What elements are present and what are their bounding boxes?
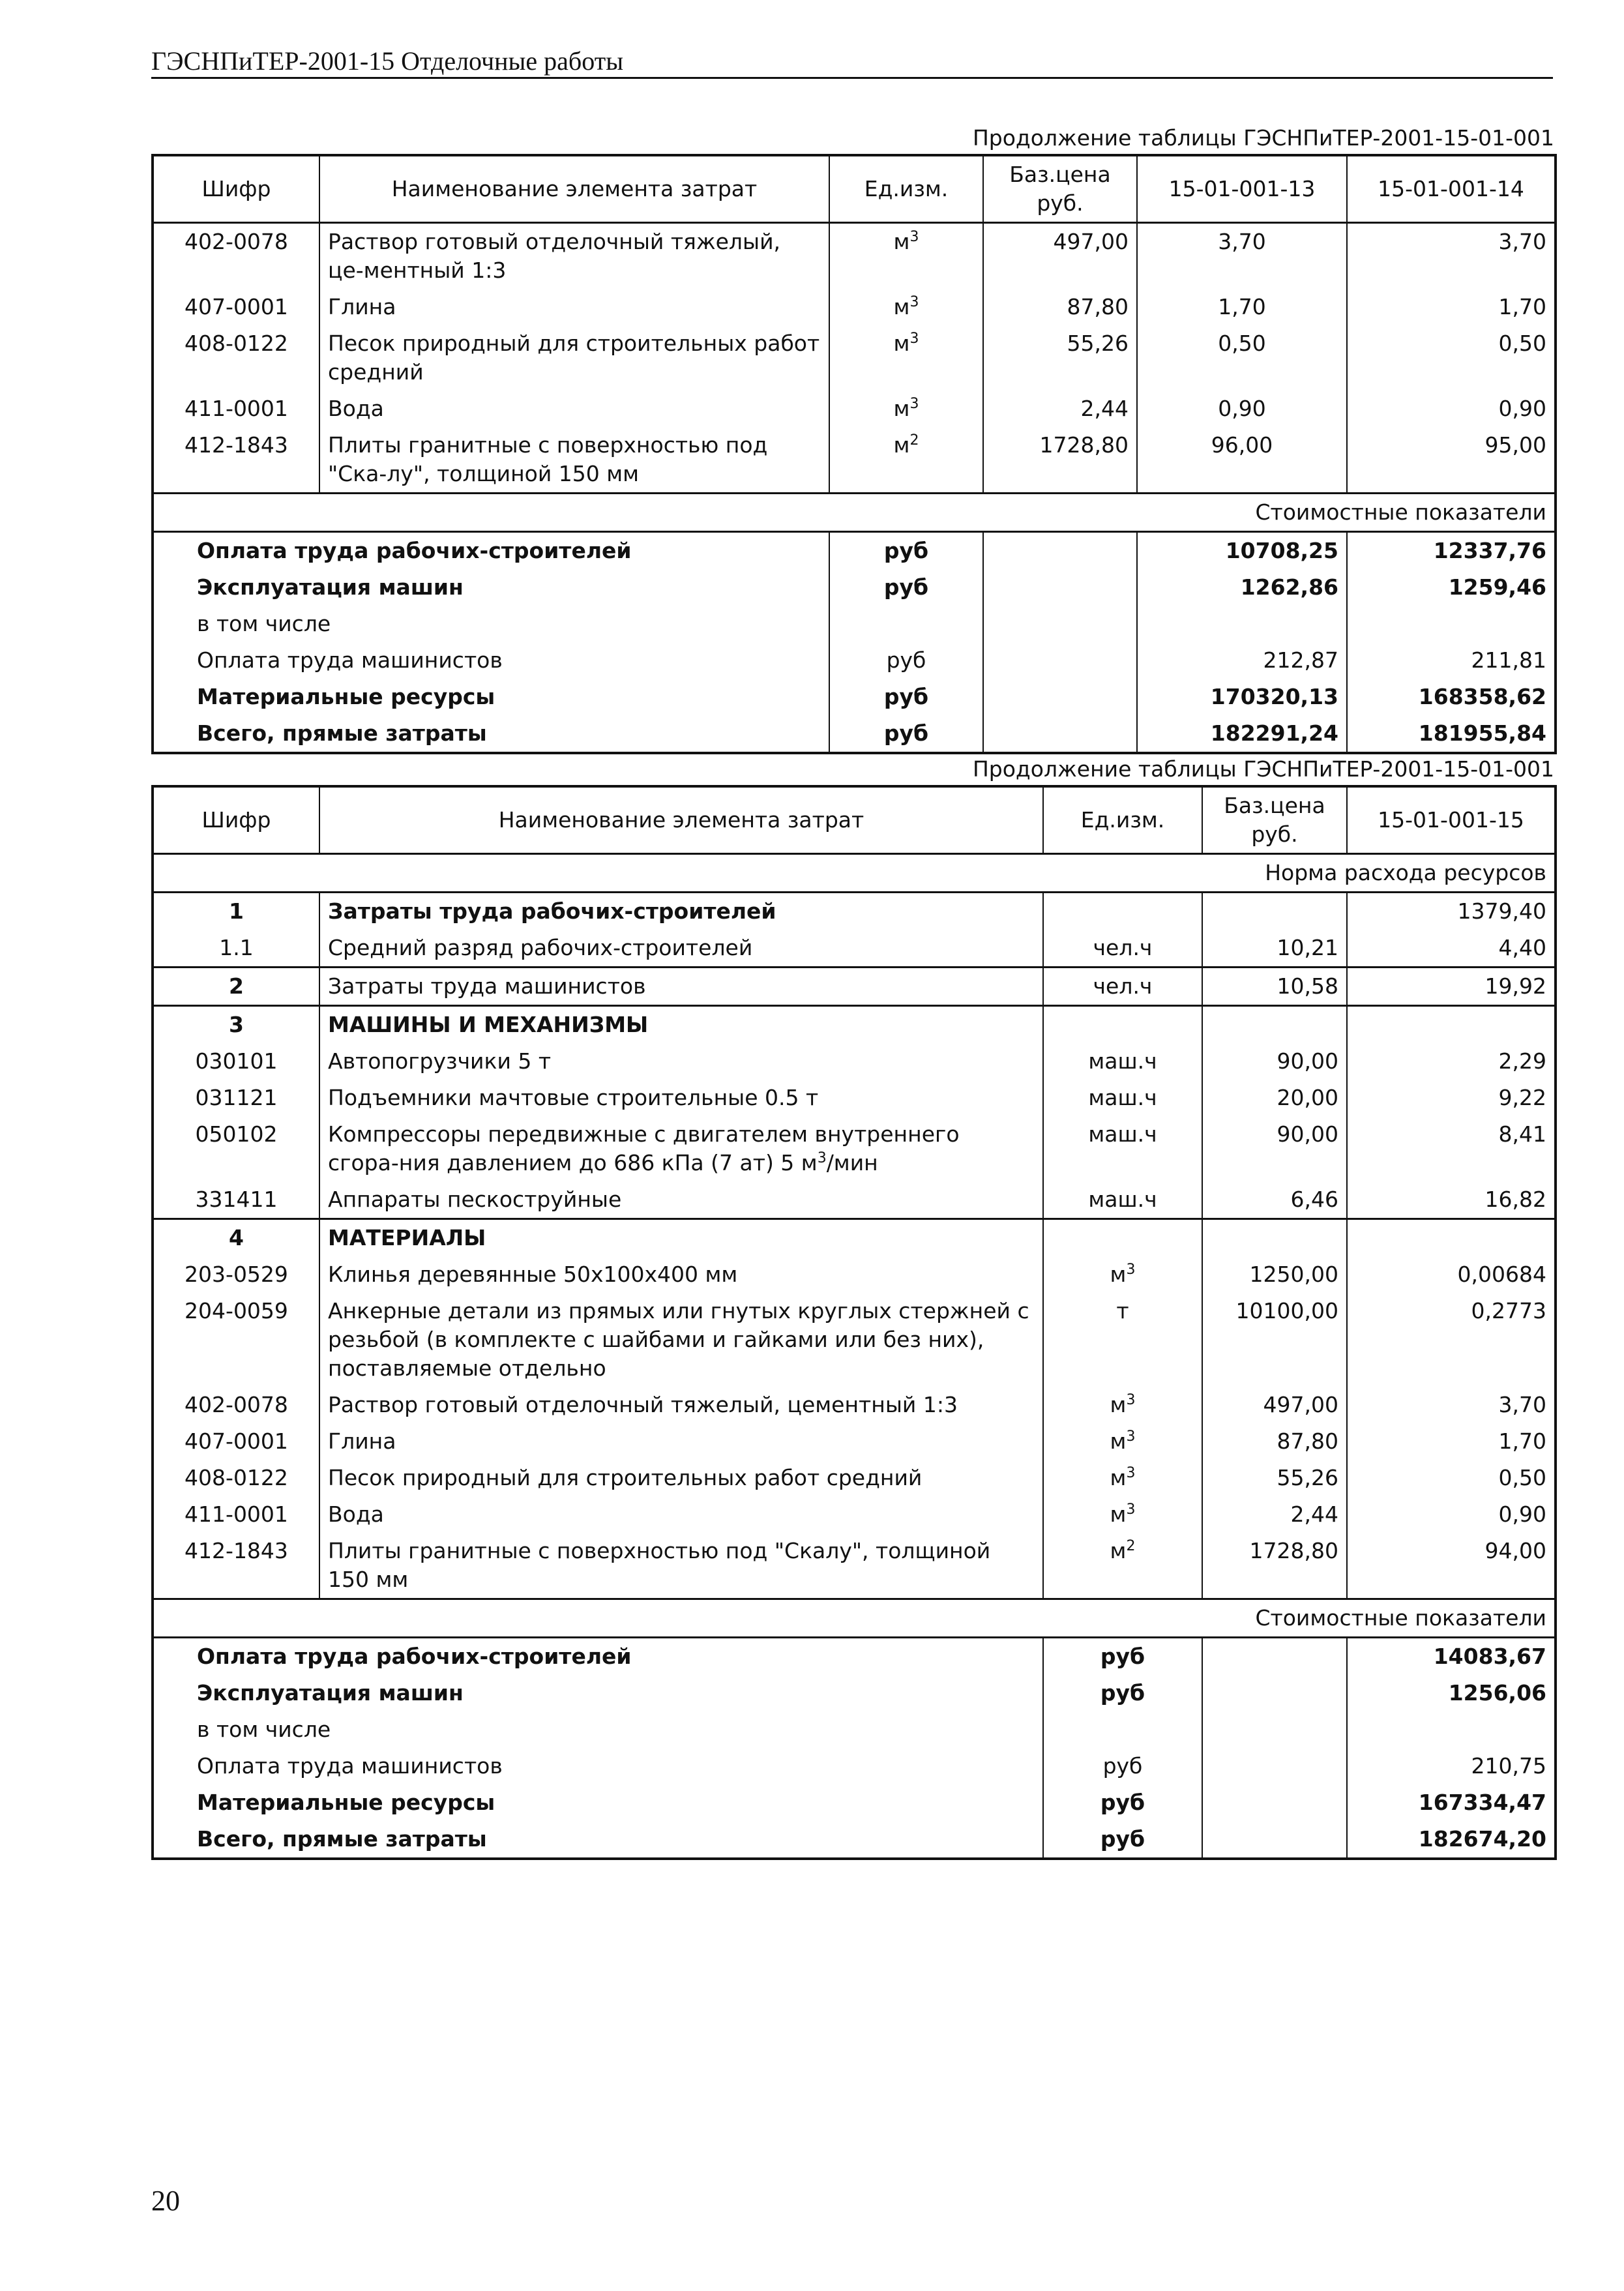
cost-unit [1043,1711,1202,1748]
row-price: 6,46 [1202,1181,1347,1219]
cost-value-14: 12337,76 [1347,532,1556,570]
table2 [151,785,1557,1860]
row-name: Раствор готовый отделочный тяжелый, це-ментный 1:3 [319,223,829,289]
cost-unit: руб [829,679,983,715]
table2-header-col-code: Шифр [201,807,271,833]
row-unit: маш.ч [1043,1116,1202,1181]
row-value-14: 0,90 [1347,391,1556,427]
table2-row [153,930,1556,968]
row-value-14: 1,70 [1347,289,1556,325]
row-value-15: 1379,40 [1347,893,1556,930]
row-code: 3 [153,1006,319,1044]
table1-row [153,325,1556,391]
table2-row [153,1423,1556,1460]
cost-label: в том числе [197,1717,331,1742]
cost-value-13: 212,87 [1137,642,1347,679]
row-name: Компрессоры передвижные с двигателем внутреннего сгора-ния давлением до 686 кПа (7 ат) 5 $м^3$/мин [319,1116,1043,1181]
row-value-13: 0,50 [1137,325,1347,391]
table2-row [153,1116,1556,1181]
table2-norm-title-row [153,854,1556,893]
cost-value-15: 182674,20 [1347,1821,1556,1859]
table2-header-col-price: Баз.цена руб. [1202,786,1347,854]
row-value-15: 4,40 [1347,930,1556,968]
cost-price [983,569,1137,606]
cost-value-14 [1347,606,1556,642]
row-unit [1043,1006,1202,1044]
cost-label: Оплата труда рабочих-строителей [153,1638,1043,1676]
table2-row [153,1496,1556,1533]
cost-price [1202,1784,1347,1821]
row-price [1202,1006,1347,1044]
row-unit: чел.ч [1043,930,1202,968]
row-name: Глина [319,289,829,325]
table1-header-col-unit: Ед.изм. [829,155,983,223]
row-name: Аппараты пескоструйные [319,1181,1043,1219]
cost-value-14: 168358,62 [1347,679,1556,715]
cost-unit: руб [829,642,983,679]
cost-unit: руб [1043,1638,1202,1676]
table2-row [153,1293,1556,1387]
table1-header-col-v2: 15-01-001-14 [1347,155,1556,223]
row-value-15: 3,70 [1347,1387,1556,1423]
table1-cost-row [153,642,1556,679]
row-price: 87,80 [983,289,1137,325]
row-value-15: 1,70 [1347,1423,1556,1460]
row-unit: маш.ч [1043,1181,1202,1219]
row-unit: $м^3$ [829,289,983,325]
cost-price [1202,1748,1347,1784]
cost-value-14: 211,81 [1347,642,1556,679]
row-unit: $м^3$ [1043,1387,1202,1423]
table2-header-col-value: 15-01-001-15 [1347,786,1556,854]
row-price: 20,00 [1202,1080,1347,1116]
table2-row [153,1387,1556,1423]
row-price: 10,58 [1202,968,1347,1006]
table2-cost-row [153,1675,1556,1711]
table1-header-col-name: Наименование элемента затрат [319,155,829,223]
table2-row [153,1460,1556,1496]
row-code: 407-0001 [185,294,288,319]
table1-header-col-code: Шифр [201,176,271,201]
table1-cost-row [153,532,1556,570]
row-name: Глина [319,1423,1043,1460]
table1-cost-row [153,715,1556,753]
row-code: 412-1843 [185,432,288,458]
cost-price [983,606,1137,642]
table1-cost-row [153,606,1556,642]
row-price: 10,21 [1202,930,1347,968]
table2-cost-row [153,1748,1556,1784]
row-value-15 [1347,1006,1556,1044]
cost-value-15: 1256,06 [1347,1675,1556,1711]
row-unit: $м^2$ [829,427,983,494]
row-name: Затраты труда машинистов [319,968,1043,1006]
cost-unit: руб [829,715,983,753]
row-unit: $м^3$ [1043,1460,1202,1496]
cost-label: Эксплуатация машин [197,1680,464,1706]
row-name: Вода [319,1496,1043,1533]
cost-value-13 [1137,606,1347,642]
row-unit [1043,893,1202,930]
table2-row [153,1256,1556,1293]
row-name: Плиты гранитные с поверхностью под "Скалу", толщиной 150 мм [319,1533,1043,1599]
cost-label: в том числе [197,611,331,636]
table2-row [153,1533,1556,1599]
row-code: 1.1 [219,935,254,960]
cost-value-15: 14083,67 [1347,1638,1556,1676]
row-code: 050102 [195,1121,278,1147]
row-value-15: 8,41 [1347,1116,1556,1181]
row-name: Вода [319,391,829,427]
cost-price [1202,1675,1347,1711]
row-name: Анкерные детали из прямых или гнутых круглых стержней с резьбой (в комплекте с шайбами и гайками или без них), поставляемые отдельно [319,1293,1043,1387]
row-code: 031121 [195,1085,278,1110]
table2-row [153,893,1556,930]
row-value-15: 9,22 [1347,1080,1556,1116]
row-unit: $м^3$ [1043,1256,1202,1293]
row-price: 55,26 [1202,1460,1347,1496]
row-value-14: 95,00 [1347,427,1556,494]
row-name: МАШИНЫ И МЕХАНИЗМЫ [319,1006,1043,1044]
row-unit: $м^3$ [829,391,983,427]
row-name: МАТЕРИАЛЫ [319,1219,1043,1257]
row-price: 497,00 [1202,1387,1347,1423]
row-value-15: 0,00684 [1347,1256,1556,1293]
cost-price [983,679,1137,715]
cost-price [983,642,1137,679]
cost-value-15: 167334,47 [1347,1784,1556,1821]
row-code: 402-0078 [153,223,319,289]
cost-value-13: 1262,86 [1137,569,1347,606]
cost-price [983,532,1137,570]
row-price: 87,80 [1202,1423,1347,1460]
cost-label: Оплата труда рабочих-строителей [153,532,829,570]
cost-unit: руб [1043,1748,1202,1784]
table1-row [153,391,1556,427]
row-name: Средний разряд рабочих-строителей [319,930,1043,968]
row-name: Автопогрузчики 5 т [319,1043,1043,1080]
row-price: 497,00 [983,223,1137,289]
table2-row [153,1080,1556,1116]
row-value-14: 3,70 [1347,223,1556,289]
table1-row [153,427,1556,494]
cost-label: Оплата труда машинистов [197,1753,503,1779]
table1-cost-row [153,679,1556,715]
row-value-15: 16,82 [1347,1181,1556,1219]
row-value-15: 0,90 [1347,1496,1556,1533]
cost-value-13: 10708,25 [1137,532,1347,570]
row-unit: маш.ч [1043,1043,1202,1080]
row-value-15: 94,00 [1347,1533,1556,1599]
row-name: Затраты труда рабочих-строителей [319,893,1043,930]
row-name: Песок природный для строительных работ средний [319,1460,1043,1496]
cost-title: Стоимостные показатели [153,494,1556,532]
table2-cost-row [153,1784,1556,1821]
table2-row [153,1006,1556,1044]
cost-price [1202,1711,1347,1748]
row-price: 2,44 [1202,1496,1347,1533]
row-value-13: 96,00 [1137,427,1347,494]
row-price [1202,893,1347,930]
cost-label: Всего, прямые затраты [197,1826,487,1852]
row-value-14: 0,50 [1347,325,1556,391]
row-unit: $м^2$ [1043,1533,1202,1599]
table2-row [153,968,1556,1006]
row-unit: т [1043,1293,1202,1387]
norm-title: Норма расхода ресурсов [153,854,1556,893]
table2-header-col-unit: Ед.изм. [1043,786,1202,854]
table1-row [153,289,1556,325]
cost-price [983,715,1137,753]
cost-label: Материальные ресурсы [197,684,495,709]
row-code: 408-0122 [185,331,288,356]
cost-label: Всего, прямые затраты [197,720,487,746]
row-code: 411-0001 [185,1501,288,1527]
row-unit: $м^3$ [829,325,983,391]
cost-label: Эксплуатация машин [197,574,464,600]
row-code: 408-0122 [185,1465,288,1490]
cost-label: Материальные ресурсы [197,1790,495,1815]
row-name: Плиты гранитные с поверхностью под "Ска-лу", толщиной 150 мм [319,427,829,494]
row-value-13: 0,90 [1137,391,1347,427]
table2-row [153,1043,1556,1080]
row-code: 407-0001 [185,1428,288,1454]
row-value-15 [1347,1219,1556,1257]
row-code: 030101 [195,1048,278,1074]
table1-header-col-v1: 15-01-001-13 [1137,155,1347,223]
page-number: 20 [151,2185,180,2217]
cost-label: Оплата труда машинистов [197,647,503,673]
cost-unit: руб [829,532,983,570]
row-price: 55,26 [983,325,1137,391]
row-code: 411-0001 [185,396,288,421]
table2-row [153,1181,1556,1219]
row-value-15: 0,2773 [1347,1293,1556,1387]
row-name: Раствор готовый отделочный тяжелый, цементный 1:3 [319,1387,1043,1423]
cost-value-14: 1259,46 [1347,569,1556,606]
cost-unit: руб [1043,1821,1202,1859]
table2-header-col-name: Наименование элемента затрат [319,786,1043,854]
cost-unit [829,606,983,642]
table1 [151,154,1557,754]
row-value-15: 19,92 [1347,968,1556,1006]
row-unit: $м^3$ [1043,1496,1202,1533]
row-name: Подъемники мачтовые строительные 0.5 т [319,1080,1043,1116]
row-unit: чел.ч [1043,968,1202,1006]
row-code: 412-1843 [185,1538,288,1563]
row-unit: маш.ч [1043,1080,1202,1116]
table2-cost-row [153,1821,1556,1859]
row-code: 203-0529 [185,1262,288,1287]
cost-unit: руб [1043,1784,1202,1821]
row-unit: $м^3$ [829,223,983,289]
cost-price [1202,1821,1347,1859]
table1-row [153,223,1556,289]
header-rule [151,77,1553,79]
row-value-13: 1,70 [1137,289,1347,325]
row-value-15: 0,50 [1347,1460,1556,1496]
row-code: 4 [153,1219,319,1257]
cost-value-13: 182291,24 [1137,715,1347,753]
row-unit [1043,1219,1202,1257]
row-code: 204-0059 [185,1298,288,1323]
table1-header-row [153,155,1556,223]
cost-value-14: 181955,84 [1347,715,1556,753]
row-value-15: 2,29 [1347,1043,1556,1080]
cost-title: Стоимостные показатели [153,1599,1556,1638]
row-price: 2,44 [983,391,1137,427]
table1-cost-title-row [153,494,1556,532]
page-header: ГЭСНПиТЕР-2001-15 Отделочные работы [151,46,624,76]
row-price: 90,00 [1202,1043,1347,1080]
row-price: 1250,00 [1202,1256,1347,1293]
row-code: 402-0078 [185,1392,288,1417]
row-code: 1 [153,893,319,930]
table2-row [153,1219,1556,1257]
cost-value-15: 210,75 [1347,1748,1556,1784]
row-price: 1728,80 [1202,1533,1347,1599]
table2-cost-row [153,1638,1556,1676]
table1-header-col-price: Баз.цена руб. [983,155,1137,223]
cost-value-13: 170320,13 [1137,679,1347,715]
cost-value-15 [1347,1711,1556,1748]
row-value-13: 3,70 [1137,223,1347,289]
row-price: 90,00 [1202,1116,1347,1181]
row-price [1202,1219,1347,1257]
row-code: 2 [153,968,319,1006]
cost-unit: руб [829,569,983,606]
row-price: 10100,00 [1202,1293,1347,1387]
cost-unit: руб [1043,1675,1202,1711]
row-code: 331411 [195,1187,278,1212]
row-name: Песок природный для строительных работ средний [319,325,829,391]
row-price: 1728,80 [983,427,1137,494]
table1-caption: Продолжение таблицы ГЭСНПиТЕР-2001-15-01-001 [972,125,1554,151]
table2-header-row [153,786,1556,854]
row-unit: $м^3$ [1043,1423,1202,1460]
table2-cost-row [153,1711,1556,1748]
table1-cost-row [153,569,1556,606]
table2-caption: Продолжение таблицы ГЭСНПиТЕР-2001-15-01-001 [972,756,1554,782]
cost-price [1202,1638,1347,1676]
table2-cost-title-row [153,1599,1556,1638]
row-name: Клинья деревянные 50х100х400 мм [319,1256,1043,1293]
